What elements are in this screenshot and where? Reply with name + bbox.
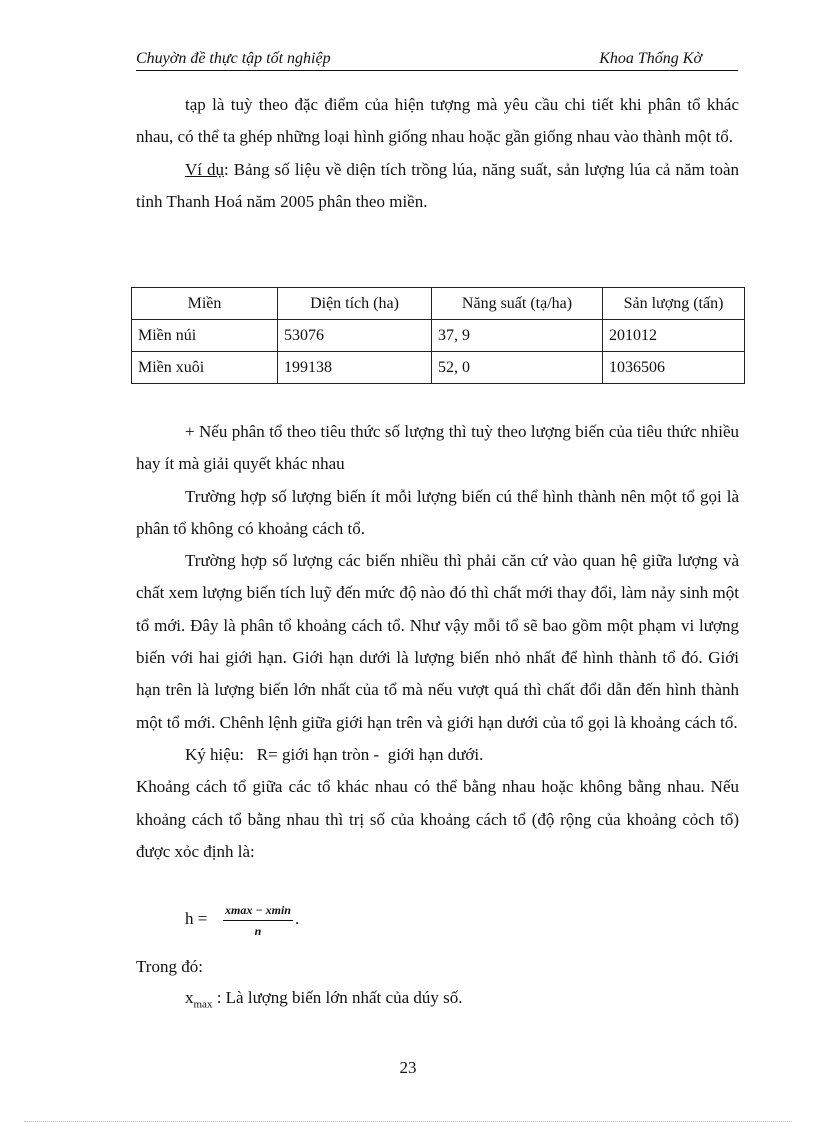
table-header-row <box>132 288 745 320</box>
xmax-subscript: max <box>193 998 213 1011</box>
formula-fraction <box>223 903 293 939</box>
formula-denominator: n <box>254 924 262 938</box>
formula-numerator: xmax − xmin <box>223 903 293 921</box>
example-paragraph <box>136 154 739 219</box>
paragraph: Trường hợp số lượng các biến nhiều thì phải căn cứ vào quan hệ giữa lượng và chất xem lượng biến tích luỹ đến mức độ nào đó thì chất mới thay đổi, làm nảy sinh một tổ mới. Đây là phân tổ khoảng cách tổ. Như vậy mỗi tổ sẽ bao gồm một phạm vi lượng biến với hai giới hạn. Giới hạn dưới là lượng biến nhỏ nhất để hình thành tổ đó. Giới hạn trên là lượng biến lớn nhất của tổ mà nếu vượt quá thì chất đổi dẫn đến hình thành một tổ mới. Chênh lệnh giữa giới hạn trên và giới hạn dưới của tổ gọi là khoảng cách tổ. <box>136 551 739 732</box>
paragraph: + Nếu phân tổ theo tiêu thức số lượng thì tuỳ theo lượng biến của tiêu thức nhiều hay ít mà giải quyết khác nhau <box>136 422 739 474</box>
table-cell: 53076 <box>278 320 432 352</box>
table-cell: 52, 0 <box>432 352 603 384</box>
formula-end: . <box>295 909 300 928</box>
xmax-text: : Là lượng biến lớn nhất của dúy số. <box>212 988 463 1007</box>
table-header: Diện tích (ha) <box>278 288 432 320</box>
table-header: Năng suất (tạ/ha) <box>432 288 603 320</box>
intro-block <box>136 89 739 218</box>
paragraph-notation: Ký hiệu: R= giới hạn tròn - giới hạn dưới. <box>185 744 484 764</box>
header-doc-title: Chuyờn đề thực tập tốt nghiệp <box>136 50 331 67</box>
table-row <box>132 352 745 384</box>
table-cell: Miền xuôi <box>132 352 278 384</box>
main-block <box>136 416 739 868</box>
trong-do-label: Trong đó: <box>136 957 203 976</box>
table-cell: 199138 <box>278 352 432 384</box>
table-cell: 37, 9 <box>432 320 603 352</box>
example-text: : Bảng số liệu về diện tích trồng lúa, năng suất, sản lượng lúa cả năm toàn tỉnh Thanh Hoá năm 2005 phân theo miền. <box>136 159 740 211</box>
page-header <box>136 48 738 71</box>
paragraph: Khoảng cách tổ giữa các tổ khác nhau có thể bằng nhau hoặc không bằng nhau. Nếu khoảng cách tổ bằng nhau thì trị số của khoảng cách tổ (độ rộng của khoảng cỏch tổ) được xỏc định là: <box>136 777 739 861</box>
table-cell: 1036506 <box>603 352 745 384</box>
paragraph: Trường hợp số lượng biến ít mỗi lượng biến cú thể hình thành nên một tổ gọi là phân tổ không có khoảng cách tổ. <box>136 486 739 538</box>
page-number: 23 <box>399 1058 417 1077</box>
table-row <box>132 320 745 352</box>
formula-lhs: h = <box>185 909 208 928</box>
header-faculty: Khoa Thống Kờ <box>599 50 702 67</box>
table-cell: 201012 <box>603 320 745 352</box>
xmax-definition <box>185 988 463 1010</box>
paragraph-intro: tạp là tuỳ theo đặc điểm của hiện tượng mà yêu cầu chi tiết khi phân tổ khác nhau, có thể ta ghép những loại hình giống nhau hoặc gần giống nhau vào thành một tổ. <box>136 95 739 147</box>
data-table <box>131 287 745 384</box>
footer-divider <box>24 1121 792 1122</box>
xmax-symbol: x <box>185 988 194 1007</box>
table-header: Sản lượng (tấn) <box>603 288 745 320</box>
example-label: Ví dụ <box>185 159 225 179</box>
table-cell: Miền núi <box>132 320 278 352</box>
table-header: Miền <box>132 288 278 320</box>
